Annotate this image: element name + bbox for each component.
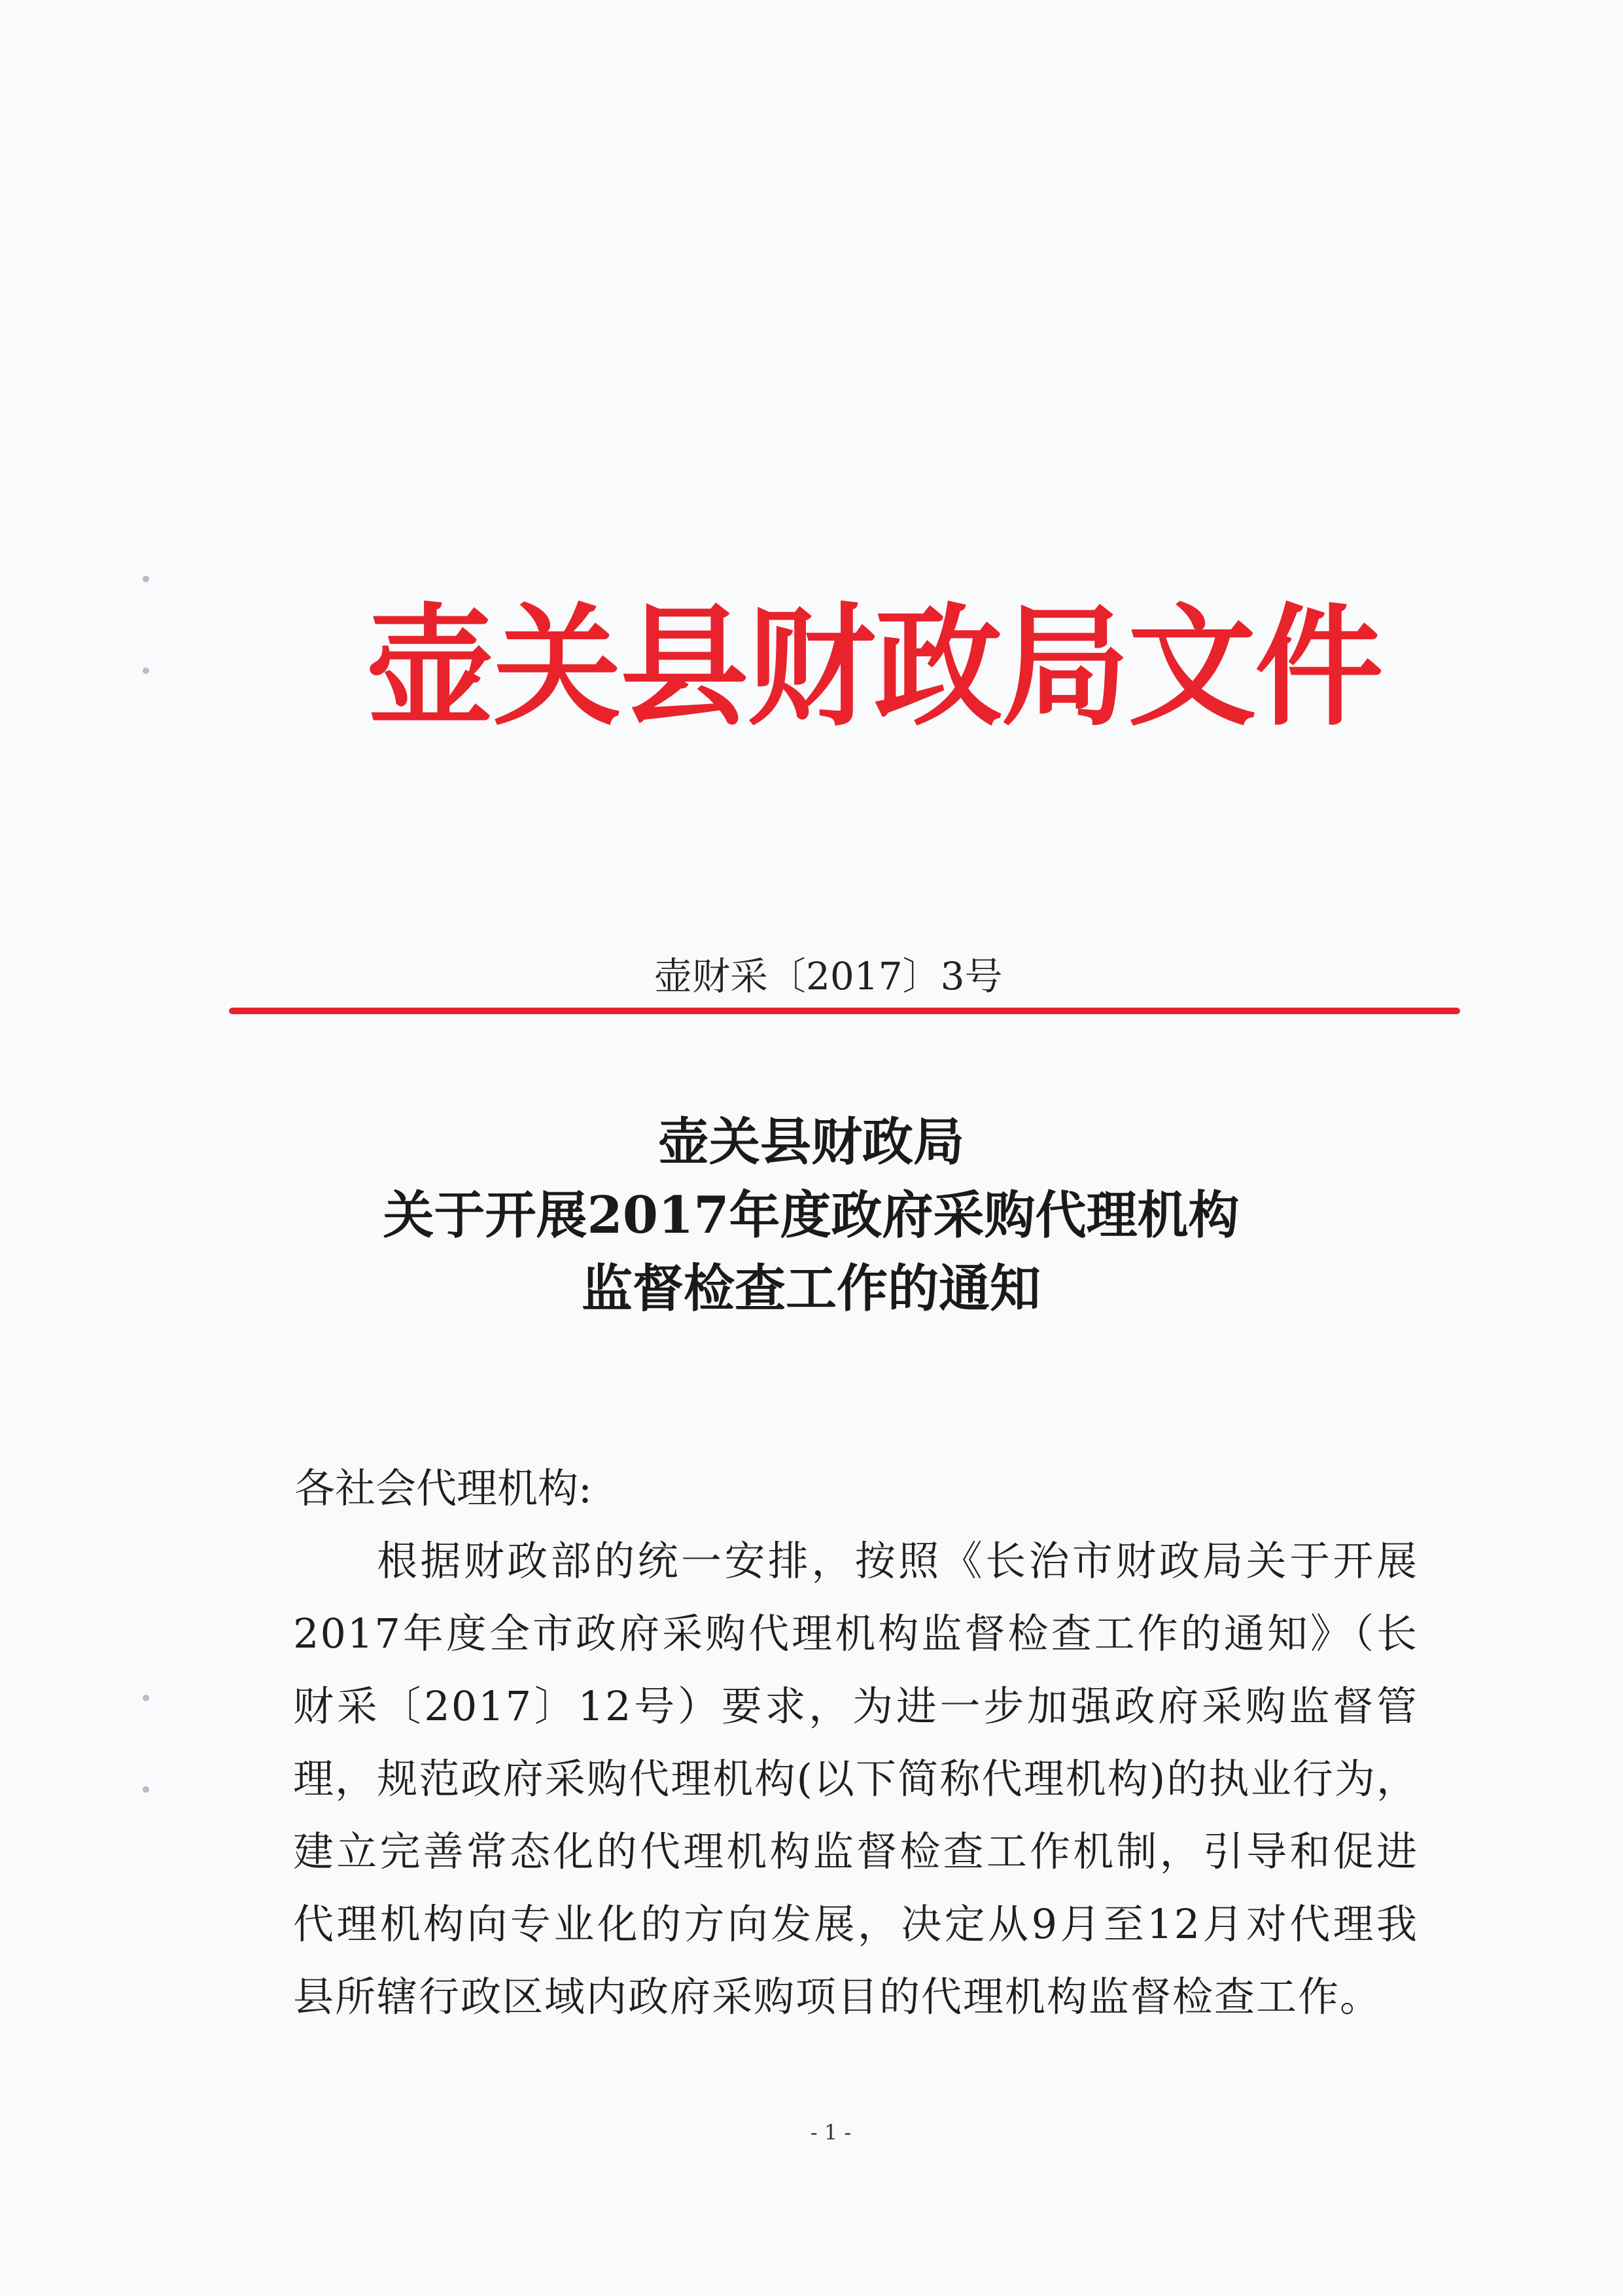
page-number: - 1 -	[810, 2120, 852, 2145]
punch-mark	[143, 667, 149, 674]
body-paragraph: 根据财政部的统一安排，按照《长治市财政局关于开展2017年度全市政府采购代理机构监督检查工作的通知》（长财采〔2017〕12号）要求，为进一步加强政府采购监督管理，规范政府采购代理机构(以下简称代理机构)的执业行为，建立完善常态化的代理机构监督检查工作机制，引导和促进代理机构向专业化的方向发展，决定从9月至12月对代理我县所辖行政区域内政府采购项目的代理机构监督检查工作。	[293, 1537, 1418, 2021]
title-line-2: 关于开展2017年度政府采购代理机构	[383, 1186, 1240, 1245]
title-line-3: 监督检查工作的通知	[581, 1259, 1041, 1318]
punch-mark	[143, 576, 149, 582]
red-separator-line	[229, 1008, 1460, 1014]
punch-mark	[143, 1786, 149, 1793]
title-line-1: 壶关县财政局	[657, 1112, 964, 1172]
salutation: 各社会代理机构:	[294, 1464, 592, 1512]
punch-mark	[143, 1695, 149, 1701]
document-header-title: 壶关县财政局文件	[366, 590, 1382, 744]
document-number: 壶财采〔2017〕3号	[654, 954, 1003, 998]
notice-title	[275, 1106, 1348, 1326]
